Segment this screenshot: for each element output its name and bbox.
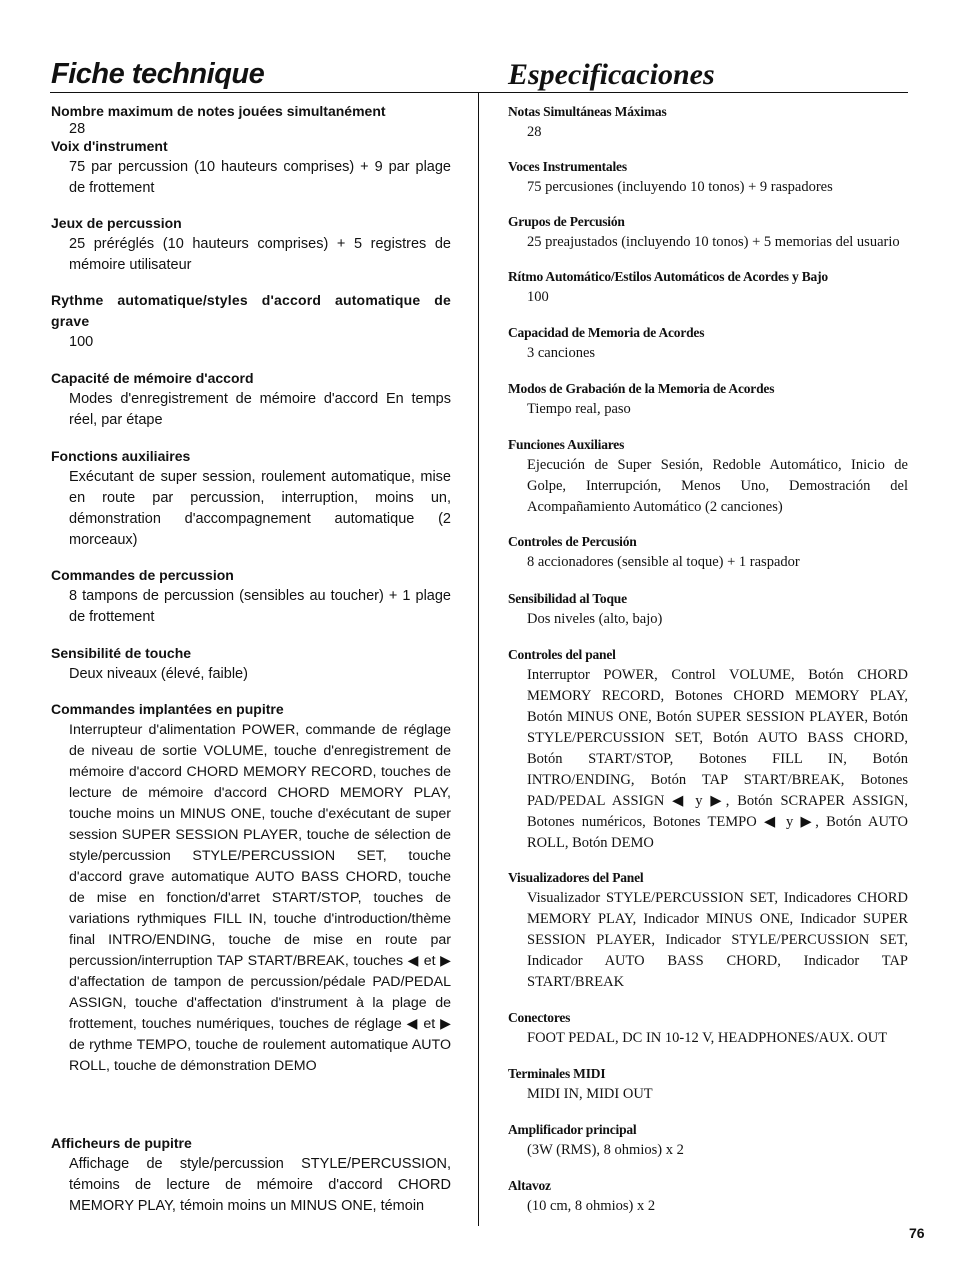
spec-panel-controls-es xyxy=(508,644,908,854)
spec-value: Dos niveles (alto, bajo) xyxy=(527,611,663,627)
spec-max-notes-fr xyxy=(51,101,451,137)
spec-label: Voix d'instrument xyxy=(51,138,168,154)
spec-value: 75 percusiones (incluyendo 10 tonos) + 9 raspadores xyxy=(527,179,833,195)
spec-label: Conectores xyxy=(508,1010,571,1025)
spec-value: 100 xyxy=(527,289,549,305)
spec-connectors-es xyxy=(508,1007,908,1049)
spec-value: 100 xyxy=(69,334,94,350)
spec-touch-sensitivity-es xyxy=(508,588,908,630)
spec-value: Exécutant de super session, roulement automatique, mise en route par percussion, interruption, moins un, démonstration d'accompagnement automatique (2 morceaux) xyxy=(69,469,451,548)
spec-label: Controles de Percusión xyxy=(508,534,637,549)
spec-label: Terminales MIDI xyxy=(508,1066,606,1081)
spec-label: Controles del panel xyxy=(508,647,616,662)
spec-label: Altavoz xyxy=(508,1178,551,1193)
spec-panel-displays-es xyxy=(508,867,908,993)
spec-value: Interrupteur d'alimentation POWER, commande de réglage de niveau de sortie VOLUME, touche d'enregistrement de mémoire d'accord CHORD MEMORY RECORD, touches de lecture de mémoire d'accord CHORD MEMORY PLAY, touche moins un MINUS ONE, touche d'exécutant de super session SUPER SESSION PLAYER, touche de sélection de style/percussion STYLE/PERCUSSION SET, touche d'accord grave automatique AUTO BASS CHORD, touche de mise en fonction/d'arret START/STOP, touches de variations rythmiques FILL IN, touche d'introduction/thème final INTRO/ENDING, touche de mise en route par percussion/interruption TAP START/BREAK, touches ◀ et ▶ d'affectation de tampon de percussion/pédale PAD/PEDAL ASSIGN, touche d'affectation d'instrument à la plage de frottement, touches numériques, touches de réglage ◀ et ▶ de rythme TEMPO, touche de roulement automatique AUTO ROLL, touche de démonstration DEMO xyxy=(69,722,451,1074)
spec-value: 28 xyxy=(69,121,86,137)
spec-value: Visualizador STYLE/PERCUSSION SET, Indicadores CHORD MEMORY PLAY, Indicador MINUS ONE, Indicador SUPER SESSION PLAYER, Indicador STYLE/PERCUSSION SET, Indicador AUTO BASS CHORD, Indicador TAP START/BREAK xyxy=(527,890,908,990)
spec-chord-memory-es xyxy=(508,322,908,364)
spec-label: Voces Instrumentales xyxy=(508,159,627,174)
spec-value: 25 préréglés (10 hauteurs comprises) + 5 registres de mémoire utilisateur xyxy=(69,236,451,273)
spec-value: Interruptor POWER, Control VOLUME, Botón CHORD MEMORY RECORD, Botones CHORD MEMORY PLAY, Botón MINUS ONE, Botón SUPER SESSION PLAYER, Botón STYLE/PERCUSSION SET, Botón AUTO BASS CHORD, Botón START/STOP, Botones FILL IN, Botón INTRO/ENDING, Botón TAP START/BREAK, Botones PAD/PEDAL ASSIGN ◀ y ▶, Botón SCRAPER ASSIGN, Botones numéricos, Botones TEMPO ◀ y ▶, Botón AUTO ROLL, Botón DEMO xyxy=(527,667,908,851)
page-number: 76 xyxy=(909,1225,925,1241)
spec-panel-displays-fr xyxy=(51,1133,451,1217)
spec-label: Funciones Auxiliares xyxy=(508,437,625,452)
spec-percussion-controls-fr xyxy=(51,565,451,628)
french-heading: Fiche technique xyxy=(51,58,265,90)
spec-label: Commandes de percussion xyxy=(51,567,234,583)
spec-main-amplifier-es xyxy=(508,1119,908,1161)
spec-value: Ejecución de Super Sesión, Redoble Automático, Inicio de Golpe, Interrupción, Menos Uno, Demostración del Acompañamiento Automático (2 canciones) xyxy=(527,457,908,515)
spec-value: MIDI IN, MIDI OUT xyxy=(527,1086,653,1102)
spec-value: 8 tampons de percussion (sensibles au toucher) + 1 plage de frottement xyxy=(69,588,451,625)
heading-rule xyxy=(50,92,908,93)
spec-value: Tiempo real, paso xyxy=(527,401,631,417)
spec-label: Capacité de mémoire d'accord xyxy=(51,370,254,386)
spec-label: Notas Simultáneas Máximas xyxy=(508,104,667,119)
spec-max-notes-es xyxy=(508,101,908,143)
spec-percussion-sets-fr xyxy=(51,213,451,276)
spec-panel-controls-fr xyxy=(51,699,451,1077)
spec-value: 75 par percussion (10 hauteurs comprises) + 9 par plage de frottement xyxy=(69,159,451,196)
spec-value: 25 preajustados (incluyendo 10 tonos) + 5 memorias del usuario xyxy=(527,234,900,250)
spec-label: Rythme automatique/styles d'accord automatique de grave xyxy=(51,292,451,329)
spec-percussion-sets-es xyxy=(508,211,908,253)
spec-chord-memory-fr xyxy=(51,368,451,431)
column-divider xyxy=(478,93,479,1226)
spec-label: Jeux de percussion xyxy=(51,215,182,231)
spec-label: Afficheurs de pupitre xyxy=(51,1135,192,1151)
spec-auto-rhythm-es xyxy=(508,266,908,308)
spec-speaker-es xyxy=(508,1175,908,1217)
spec-label: Grupos de Percusión xyxy=(508,214,625,229)
spec-value: Affichage de style/percussion STYLE/PERCUSSION, témoins de lecture de mémoire d'accord CHORD MEMORY PLAY, témoin moins un MINUS ONE, témoin xyxy=(69,1156,451,1214)
spec-aux-functions-es xyxy=(508,434,908,518)
spec-value: (3W (RMS), 8 ohmios) x 2 xyxy=(527,1142,684,1158)
spec-value: 3 canciones xyxy=(527,345,596,361)
spec-value: 8 accionadores (sensible al toque) + 1 raspador xyxy=(527,554,800,570)
spec-aux-functions-fr xyxy=(51,446,451,551)
spanish-heading: Especificaciones xyxy=(508,58,715,91)
spec-percussion-controls-es xyxy=(508,531,908,573)
spec-value: FOOT PEDAL, DC IN 10-12 V, HEADPHONES/AUX. OUT xyxy=(527,1030,888,1046)
spec-label: Commandes implantées en pupitre xyxy=(51,701,284,717)
spec-instrument-voices-es xyxy=(508,156,908,198)
spec-midi-terminals-es xyxy=(508,1063,908,1105)
spec-value: (10 cm, 8 ohmios) x 2 xyxy=(527,1198,656,1214)
spec-instrument-voices-fr xyxy=(51,136,451,199)
spec-value: Modes d'enregistrement de mémoire d'accord En temps réel, par étape xyxy=(69,391,451,428)
spec-label: Fonctions auxiliaires xyxy=(51,448,191,464)
spec-label: Visualizadores del Panel xyxy=(508,870,644,885)
spec-label: Amplificador principal xyxy=(508,1122,637,1137)
spec-label: Rítmo Automático/Estilos Automáticos de Acordes y Bajo xyxy=(508,269,828,284)
spec-label: Modos de Grabación de la Memoria de Acordes xyxy=(508,381,775,396)
spec-label: Sensibilidad al Toque xyxy=(508,591,627,606)
spec-value: Deux niveaux (élevé, faible) xyxy=(69,666,248,682)
spec-label: Nombre maximum de notes jouées simultanément xyxy=(51,103,386,119)
spec-value: 28 xyxy=(527,124,542,140)
spec-auto-rhythm-fr xyxy=(51,290,451,353)
spec-recording-modes-es xyxy=(508,378,908,420)
spec-touch-sensitivity-fr xyxy=(51,643,451,685)
spec-label: Capacidad de Memoria de Acordes xyxy=(508,325,705,340)
spec-label: Sensibilité de touche xyxy=(51,645,192,661)
